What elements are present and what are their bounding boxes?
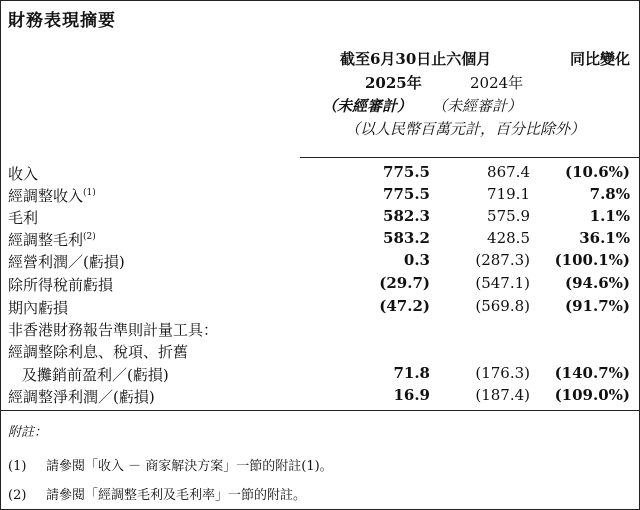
table-bottom-rule xyxy=(0,410,640,411)
yoy-header: 同比變化 xyxy=(569,50,630,68)
table-row xyxy=(0,364,640,386)
yoy-change: 1.1% xyxy=(589,207,630,225)
row-label: 除所得稅前虧損 xyxy=(8,276,114,294)
header-rule xyxy=(300,157,640,158)
table-row xyxy=(0,163,640,185)
value-2025: 775.5 xyxy=(383,185,430,203)
table-row xyxy=(0,386,640,408)
table-row xyxy=(0,274,640,296)
value-2025: 583.2 xyxy=(383,229,430,247)
year-current-header: 2025年 xyxy=(365,74,422,92)
unit-note: （以人民幣百萬元計，百分比除外） xyxy=(345,120,586,138)
table-row xyxy=(0,341,640,363)
footnote-number: (1) xyxy=(8,459,27,474)
year-prior-header: 2024年 xyxy=(470,74,524,92)
footnote-number: (2) xyxy=(8,488,27,503)
footnote-text: 請參閱「經調整毛利及毛利率」一節的附註。 xyxy=(46,488,307,503)
notes-heading: 附註： xyxy=(8,425,48,440)
row-label: 期內虧損 xyxy=(8,299,69,317)
value-2025: (47.2) xyxy=(379,297,430,315)
footnote-2 xyxy=(8,484,306,503)
yoy-change: (100.1%) xyxy=(554,251,630,269)
value-2024: 867.4 xyxy=(487,163,530,181)
yoy-change: (140.7%) xyxy=(554,364,630,382)
value-2024: (287.3) xyxy=(475,251,530,269)
value-2025: 582.3 xyxy=(383,207,430,225)
value-2024: (547.1) xyxy=(475,274,530,292)
footnote-ref: (2) xyxy=(83,232,96,242)
row-label: 經調整收入$^{(1)}$ xyxy=(8,187,96,205)
table-row xyxy=(0,229,640,251)
row-label: 收入 xyxy=(8,165,39,183)
value-2024: 428.5 xyxy=(487,229,530,247)
footnote-text: 請參閱「收入 － 商家解決方案」一節的附註(1)。 xyxy=(46,459,333,474)
table-row xyxy=(0,251,640,273)
value-2025: 16.9 xyxy=(393,386,430,404)
value-2024: 575.9 xyxy=(487,207,530,225)
value-2025: 0.3 xyxy=(403,251,430,269)
table-row xyxy=(0,297,640,319)
row-label: 經調整除利息、稅項、折舊 xyxy=(8,343,189,361)
footnote-ref: (1) xyxy=(83,188,96,198)
yoy-change: (10.6%) xyxy=(565,163,630,181)
value-2025: 775.5 xyxy=(383,163,430,181)
table-row xyxy=(0,207,640,229)
row-label: 毛利 xyxy=(8,209,39,227)
audit-current-note: （未經審計） xyxy=(322,97,413,115)
value-2024: (569.8) xyxy=(475,297,530,315)
yoy-change: (94.6%) xyxy=(565,274,630,292)
row-label: 及攤銷前盈利／(虧損) xyxy=(22,366,169,384)
audit-prior-note: （未經審計） xyxy=(432,97,523,115)
yoy-change: (109.0%) xyxy=(554,386,630,404)
row-label: 經調整淨利潤／(虧損) xyxy=(8,388,155,406)
row-label: 經營利潤／(虧損) xyxy=(8,253,125,271)
value-2025: (29.7) xyxy=(379,274,430,292)
period-header: 截至6月30日止六個月 xyxy=(340,50,492,68)
yoy-change: 36.1% xyxy=(579,229,630,247)
table-row xyxy=(0,319,640,341)
value-2024: 719.1 xyxy=(487,185,530,203)
footnote-1 xyxy=(8,455,333,474)
value-2025: 71.8 xyxy=(393,364,430,382)
row-label: 經調整毛利$^{(2)}$ xyxy=(8,231,96,249)
value-2024: (187.4) xyxy=(475,386,530,404)
page-title: 財務表現摘要 xyxy=(8,11,116,31)
row-label: 非香港財務報告準則計量工具： xyxy=(8,321,219,339)
table-row xyxy=(0,185,640,207)
yoy-change: (91.7%) xyxy=(565,297,630,315)
value-2024: (176.3) xyxy=(475,364,530,382)
yoy-change: 7.8% xyxy=(589,185,630,203)
